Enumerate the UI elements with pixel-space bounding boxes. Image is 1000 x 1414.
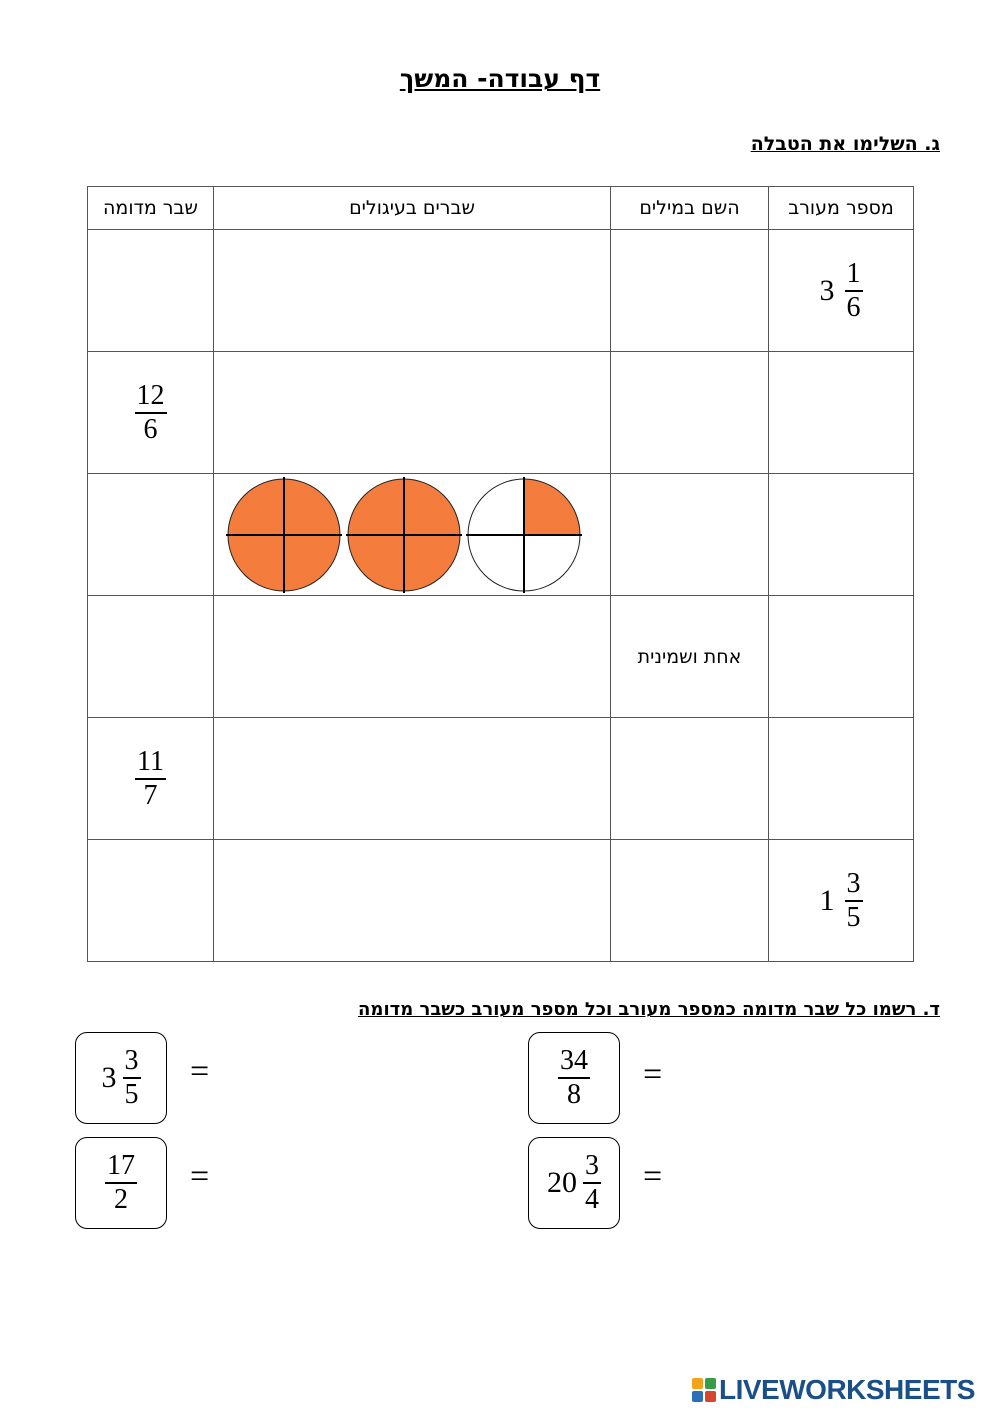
improper-fraction-cell	[88, 718, 214, 840]
improper-fraction-cell[interactable]	[88, 474, 214, 596]
fraction	[558, 1046, 590, 1110]
whole-part: 20	[547, 1166, 577, 1199]
denominator: 4	[585, 1184, 599, 1215]
numerator: 12	[135, 381, 167, 414]
name-in-words-cell[interactable]	[611, 352, 769, 474]
circles-cell	[214, 352, 611, 474]
mixed-number	[547, 1151, 601, 1215]
fraction-circles	[222, 476, 602, 594]
header-improper-fraction: שבר מדומה	[88, 187, 214, 230]
name-in-words-cell[interactable]	[611, 230, 769, 352]
section-d-heading: ד. רשמו כל שבר מדומה כמספר מעורב וכל מספר מעורב כשבר מדומה	[358, 999, 940, 1020]
circles-cell	[214, 474, 611, 596]
mixed-number-cell[interactable]	[769, 474, 914, 596]
header-mixed-number: מספר מעורב	[769, 187, 914, 230]
denominator: 6	[846, 291, 861, 323]
table-row	[88, 596, 914, 718]
fraction	[123, 1046, 141, 1110]
liveworksheets-logo	[692, 1375, 992, 1405]
table-header-row	[88, 187, 914, 230]
equals-sign: =	[643, 1056, 663, 1093]
filled-quarter	[284, 479, 340, 535]
improper-fraction-cell[interactable]	[88, 230, 214, 352]
liveworksheets-logo-icon	[692, 1378, 716, 1402]
filled-quarter	[348, 535, 404, 591]
filled-quarter	[404, 535, 460, 591]
name-in-words-cell[interactable]	[611, 474, 769, 596]
fraction	[845, 259, 863, 323]
denominator: 7	[143, 779, 158, 811]
exercise-box-mixed	[528, 1137, 620, 1229]
denominator: 6	[143, 413, 158, 445]
table-row	[88, 474, 914, 596]
fraction	[105, 1151, 137, 1215]
table-row	[88, 840, 914, 962]
circles-cell	[214, 718, 611, 840]
filled-quarter	[404, 479, 460, 535]
mixed-number-cell[interactable]	[769, 596, 914, 718]
name-in-words-cell[interactable]	[611, 840, 769, 962]
improper-fraction-cell[interactable]	[88, 840, 214, 962]
numerator: 17	[105, 1151, 137, 1184]
circles-cell	[214, 230, 611, 352]
improper-fraction-cell[interactable]	[88, 596, 214, 718]
whole-part: 3	[819, 273, 835, 307]
filled-quarter	[228, 535, 284, 591]
equals-sign: =	[643, 1158, 663, 1195]
exercise-box-mixed	[75, 1032, 167, 1124]
filled-quarter	[524, 479, 580, 535]
filled-quarter	[284, 535, 340, 591]
numerator: 11	[135, 747, 166, 780]
name-in-words-cell[interactable]	[611, 718, 769, 840]
filled-quarter	[348, 479, 404, 535]
denominator: 2	[114, 1184, 128, 1215]
equals-sign: =	[190, 1158, 210, 1195]
circles-cell	[214, 596, 611, 718]
mixed-number-cell[interactable]	[769, 718, 914, 840]
name-in-words-cell	[611, 596, 769, 718]
denominator: 5	[846, 901, 861, 933]
fraction-circle	[466, 477, 582, 593]
exercise-box-improper	[528, 1032, 620, 1124]
numerator: 34	[558, 1046, 590, 1079]
table-row	[88, 352, 914, 474]
fractions-table	[87, 186, 914, 962]
table-row	[88, 718, 914, 840]
table-row	[88, 230, 914, 352]
mixed-number	[102, 1046, 141, 1110]
fraction-circle	[226, 477, 342, 593]
header-name-in-words: השם במילים	[611, 187, 769, 230]
numerator: 1	[845, 259, 863, 292]
filled-quarter	[228, 479, 284, 535]
exercise-box-improper	[75, 1137, 167, 1229]
page-title: דף עבודה- המשך	[399, 64, 601, 93]
circles-cell	[214, 840, 611, 962]
mixed-number-cell[interactable]	[769, 352, 914, 474]
section-c-heading: ג. השלימו את הטבלה	[750, 133, 940, 155]
fraction	[135, 747, 166, 811]
numerator: 3	[123, 1046, 141, 1079]
denominator: 8	[567, 1079, 581, 1110]
name-in-words: אחת ושמינית	[637, 645, 742, 668]
whole-part: 1	[819, 883, 835, 917]
mixed-number	[820, 259, 863, 323]
equals-sign: =	[190, 1053, 210, 1090]
improper-fraction-cell	[88, 352, 214, 474]
logo-text: LIVEWORKSHEETS	[719, 1374, 975, 1405]
numerator: 3	[845, 869, 863, 902]
fraction-circle	[346, 477, 462, 593]
denominator: 5	[124, 1079, 139, 1110]
whole-part: 3	[101, 1061, 117, 1094]
mixed-number-cell	[769, 230, 914, 352]
mixed-number-cell	[769, 840, 914, 962]
fraction	[583, 1151, 601, 1215]
header-fractions-in-circles: שברים בעיגולים	[214, 187, 611, 230]
fraction	[135, 381, 167, 445]
mixed-number	[820, 869, 863, 933]
numerator: 3	[583, 1151, 601, 1184]
fraction	[845, 869, 863, 933]
